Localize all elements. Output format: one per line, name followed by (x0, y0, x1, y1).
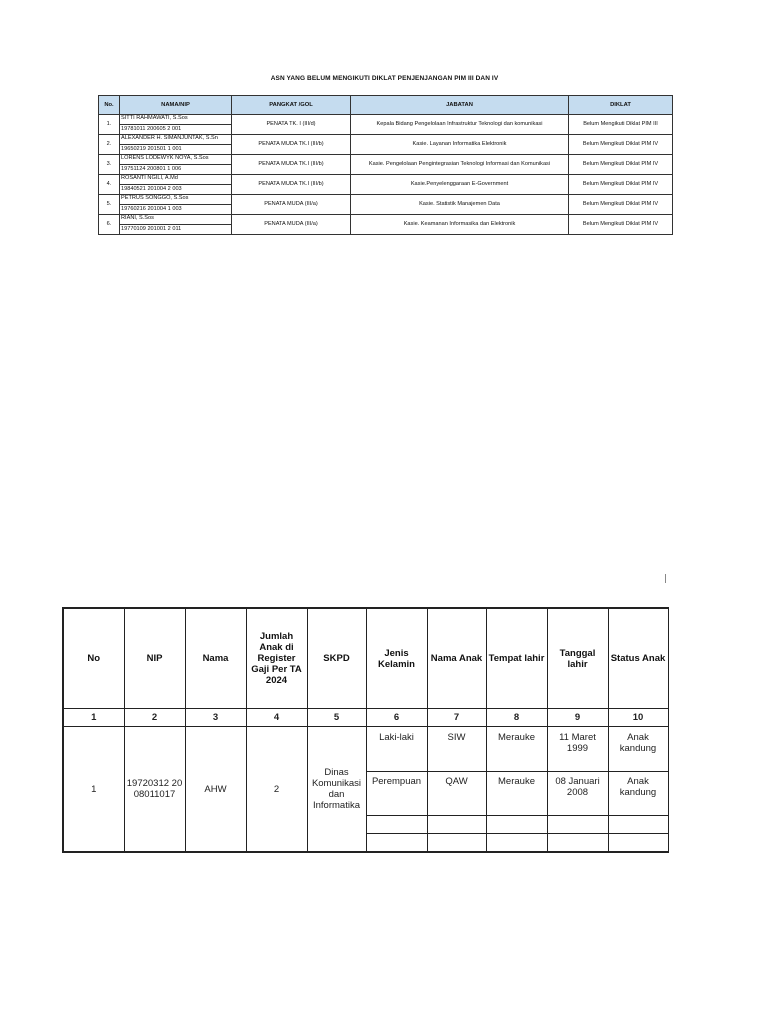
column-index: 9 (547, 709, 608, 727)
row-nip: 19760216 201004 1 003 (121, 206, 182, 212)
row-no: 2. (99, 135, 120, 155)
header-diklat: DIKLAT (569, 96, 673, 115)
row-jabatan: Kasie. Pengelolaan Pengintegrasian Teknologi Informasi dan Komunikasi (351, 155, 569, 175)
row-diklat: Belum Mengikuti Diklat PIM III (569, 115, 673, 135)
header-tempat-lahir: Tempat lahir (486, 608, 547, 709)
header-status-anak: Status Anak (608, 608, 668, 709)
row-nama: LORENS LODEWYK NOYA, S.Sos (120, 155, 231, 165)
record-nama: AHW (185, 727, 246, 853)
child-tanggal-lahir: 11 Maret 1999 (547, 727, 608, 772)
child-nama: SIW (427, 727, 486, 772)
row-jabatan: Kepala Bidang Pengelolaan Infrastruktur Teknologi dan komunikasi (351, 115, 569, 135)
record-nip: 19720312 20 08011017 (124, 727, 185, 853)
row-nama: RIANI, S.Sos (120, 215, 231, 225)
child-jenis-kelamin: Laki-laki (366, 727, 427, 772)
row-nip: 19770109 201001 2 011 (121, 226, 182, 232)
row-jabatan: Kasie. Statistik Manajemen Data (351, 195, 569, 215)
header-jabatan: JABATAN (351, 96, 569, 115)
header-jumlah-anak: Jumlah Anak di Register Gaji Per TA 2024 (246, 608, 307, 709)
row-nip: 19781011 200605 2 001 (121, 126, 182, 132)
header-no: No (63, 608, 124, 709)
column-index-row (63, 709, 668, 727)
row-pangkat: PENATA MUDA TK.I (III/b) (232, 175, 351, 195)
row-nama: SITTI RAHMAWATI, S.Sos (120, 115, 231, 125)
row-jabatan: Kasie.Penyelenggaraan E-Government (351, 175, 569, 195)
header-no: No. (99, 96, 120, 115)
column-index: 7 (427, 709, 486, 727)
empty-cell (608, 816, 668, 834)
record-skpd: Dinas Komunikasi dan Informatika (307, 727, 366, 853)
column-index: 10 (608, 709, 668, 727)
column-index: 3 (185, 709, 246, 727)
header-nip: NIP (124, 608, 185, 709)
record-jumlah-anak: 2 (246, 727, 307, 853)
row-nip: 19650219 201501 1 001 (121, 146, 182, 152)
column-index: 6 (366, 709, 427, 727)
column-index: 2 (124, 709, 185, 727)
column-index: 5 (307, 709, 366, 727)
table-row (99, 195, 673, 215)
row-diklat: Belum Mengikuti Diklat PIM IV (569, 175, 673, 195)
column-index: 1 (63, 709, 124, 727)
child-status: Anak kandung (608, 772, 668, 816)
row-nama: ROSANTI NGILI, A.Md (120, 175, 231, 185)
row-no: 1. (99, 115, 120, 135)
table-row (99, 175, 673, 195)
empty-cell (486, 834, 547, 853)
empty-cell (547, 816, 608, 834)
child-status: Anak kandung (608, 727, 668, 772)
child-jenis-kelamin: Perempuan (366, 772, 427, 816)
row-nama-nip (120, 155, 232, 175)
row-nama-nip (120, 215, 232, 235)
empty-cell (608, 834, 668, 853)
diklat-table (98, 95, 673, 235)
row-diklat: Belum Mengikuti Diklat PIM IV (569, 195, 673, 215)
header-nama-nip: NAMA/NIP (120, 96, 232, 115)
child-nama: QAW (427, 772, 486, 816)
row-pangkat: PENATA MUDA TK.I (III/b) (232, 155, 351, 175)
row-pangkat: PENATA MUDA (III/a) (232, 195, 351, 215)
table-row (99, 215, 673, 235)
row-diklat: Belum Mengikuti Diklat PIM IV (569, 135, 673, 155)
row-pangkat: PENATA MUDA (III/a) (232, 215, 351, 235)
row-nama-nip (120, 135, 232, 155)
row-no: 3. (99, 155, 120, 175)
column-index: 8 (486, 709, 547, 727)
header-pangkat: PANGKAT /GOL (232, 96, 351, 115)
row-no: 4. (99, 175, 120, 195)
empty-cell (547, 834, 608, 853)
table-row (99, 155, 673, 175)
row-no: 5. (99, 195, 120, 215)
record-no: 1 (63, 727, 124, 853)
header-nama: Nama (185, 608, 246, 709)
child-tempat-lahir: Merauke (486, 727, 547, 772)
row-diklat: Belum Mengikuti Diklat PIM IV (569, 215, 673, 235)
row-nama: PETRUS SONGGO, S.Sos (120, 195, 231, 205)
row-nip: 19840521 201004 2 003 (121, 186, 182, 192)
diklat-header-row (99, 96, 673, 115)
row-pangkat: PENATA MUDA TK.I (III/b) (232, 135, 351, 155)
table-row (99, 135, 673, 155)
table1-title: ASN YANG BELUM MENGIKUTI DIKLAT PENJENJANGAN PIM III DAN IV (270, 75, 499, 82)
anak-register-table (62, 607, 669, 853)
row-nip: 19751124 200801 1 006 (121, 166, 182, 172)
table-row (99, 115, 673, 135)
row-jabatan: Kasie. Keamanan Informasika dan Elektronik (351, 215, 569, 235)
row-nama-nip (120, 175, 232, 195)
row-jabatan: Kasie. Layanan Informatika Elektronik (351, 135, 569, 155)
child-tanggal-lahir: 08 Januari 2008 (547, 772, 608, 816)
row-nama-nip (120, 195, 232, 215)
header-skpd: SKPD (307, 608, 366, 709)
table-row (63, 727, 668, 772)
header-jenis-kelamin: Jenis Kelamin (366, 608, 427, 709)
empty-cell (427, 816, 486, 834)
empty-cell (366, 816, 427, 834)
row-no: 6. (99, 215, 120, 235)
header-tanggal-lahir: Tanggal lahir (547, 608, 608, 709)
anak-header-row (63, 608, 668, 709)
row-nama-nip (120, 115, 232, 135)
empty-cell (366, 834, 427, 853)
column-index: 4 (246, 709, 307, 727)
page-edge-mark (665, 574, 666, 583)
empty-cell (486, 816, 547, 834)
row-nama: ALEXANDER H. SIMANJUNTAK, S.Sn (120, 135, 231, 145)
child-tempat-lahir: Merauke (486, 772, 547, 816)
row-diklat: Belum Mengikuti Diklat PIM IV (569, 155, 673, 175)
header-nama-anak: Nama Anak (427, 608, 486, 709)
row-pangkat: PENATA TK. I (III/d) (232, 115, 351, 135)
empty-cell (427, 834, 486, 853)
